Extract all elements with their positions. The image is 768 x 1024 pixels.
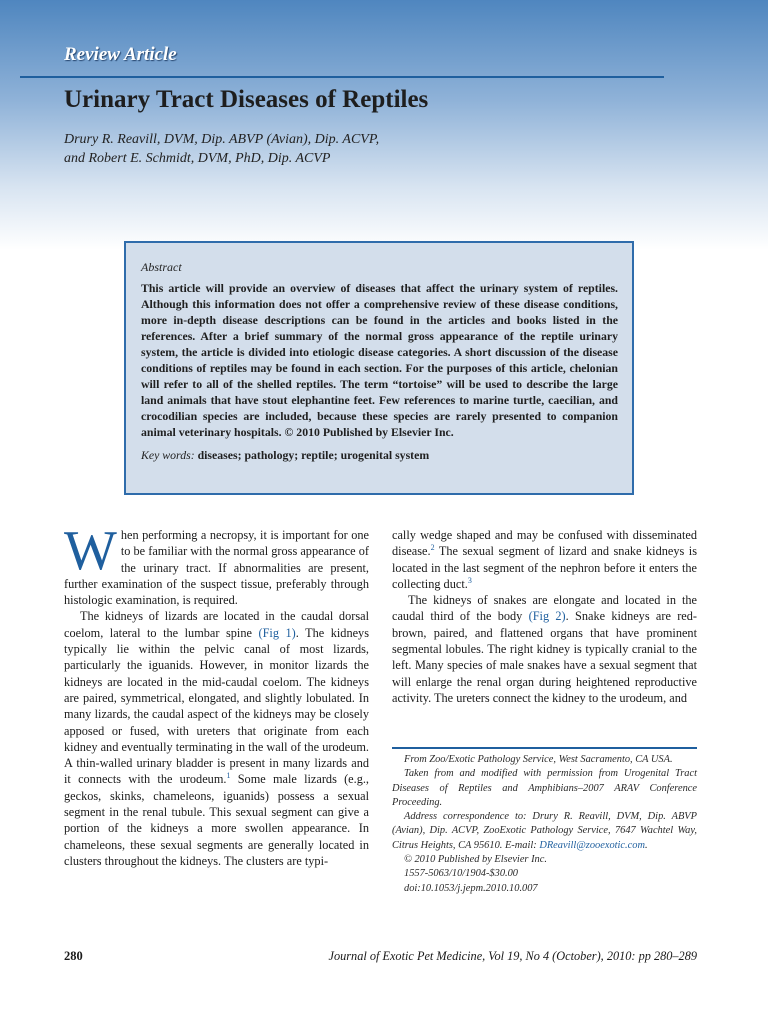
citation-link[interactable]: 1 <box>226 771 231 781</box>
drop-cap: W <box>64 520 117 582</box>
footnote-issn: 1557-5063/10/1904-$30.00 <box>404 868 519 880</box>
figure-link[interactable]: (Fig 1) <box>258 625 296 640</box>
citation-link[interactable]: 3 <box>467 575 472 585</box>
body-paragraph <box>64 520 369 608</box>
header-band <box>0 0 768 250</box>
body-paragraph <box>392 592 697 706</box>
keywords <box>141 448 618 463</box>
abstract-box <box>124 241 634 495</box>
footnote-source: Taken from and modified with permission from Urogenital Tract Diseases of Reptiles and Amphibians–2007 ARAV Conference Proceeding. <box>392 768 697 808</box>
paragraph-text: . Snake kidneys are red-brown, paired, and flattened organs that have prominent segmental lobules. The right kidney is typically cranial to the left. Many species of male snakes have a sexual segment that will enlarge the renal organ during heightened reproductive activity. The ureters connect the kidney to the urodeum, and <box>392 609 697 705</box>
page-number: 280 <box>64 949 83 963</box>
paragraph-text: The sexual segment of lizard and snake kidneys is located in the last segment of the nephron before it enters the collecting duct. <box>392 544 697 591</box>
journal-citation: Journal of Exotic Pet Medicine, Vol 19, No 4 (October), 2010: pp 280–289 <box>328 949 697 963</box>
footnotes <box>392 753 697 896</box>
abstract-heading: Abstract <box>141 260 182 274</box>
article-title: Urinary Tract Diseases of Reptiles <box>64 86 429 113</box>
body-paragraph <box>392 527 697 592</box>
authors-line-1: Drury R. Reavill, DVM, Dip. ABVP (Avian), Dip. ACVP, <box>64 132 380 147</box>
paragraph-text: cally wedge shaped and may be confused with disseminated disease. <box>392 528 697 559</box>
footnote-doi: doi:10.1053/j.jepm.2010.10.007 <box>404 882 538 894</box>
body-paragraph <box>64 608 369 869</box>
footnote-address-end: . <box>644 839 648 851</box>
keywords-label: Key words: <box>141 448 195 462</box>
footnote-address: Address correspondence to: Drury R. Reavill, DVM, Dip. ABVP (Avian), Dip. ACVP, ZooExotic Pathology Service, 7647 Wachtel Way, Citrus Heights, CA 95610. E-mail: <box>392 811 697 851</box>
header-rule <box>20 76 664 78</box>
footnote-affiliation: From Zoo/Exotic Pathology Service, West Sacramento, CA USA. <box>404 754 673 765</box>
paragraph-text: . The kidneys typically lie within the pelvic canal of most lizards, particularly the iguanids. However, in monitor lizards the kidneys are located in the mid-caudal coelom. The kidneys are paired, symmetrical, elongated, and slightly lobulated. In many lizards, the caudal aspect of the kidneys may be closely apposed or fused, with ureters that originate from each kidney and eventually terminating in the wall of the urodeum. A thin-walled urinary bladder is present in many lizards and it connects with the urodeum. <box>64 625 369 787</box>
paragraph-text: hen performing a necropsy, it is important for one to be familiar with the normal gross appearance of the urinary tract. If abnormalities are present, further examination of the suspect tissue, preferably through histologic examination, is required. <box>64 528 369 608</box>
figure-link[interactable]: (Fig 2) <box>528 609 566 624</box>
body-column-left <box>64 520 370 869</box>
abstract-text: This article will provide an overview of diseases that affect the urinary system of reptiles. Although this information does not offer a comprehensive review of these disease conditions, more in-depth disease descriptions can be found in the articles and books listed in the references. After a brief summary of the normal gross appearance of the reptile urinary system, the article is divided into etiologic disease categories. A short discussion of the disease conditions of reptiles may be found in each section. For the purposes of this article, chelonian will refer to all of the shelled reptiles. The term “tortoise” will be used to describe the large land animals that have stout elephantine feet. Few references to marine turtle, caecilian, and crocodilian species are included, because these species are rarely presented to companion animal veterinary hospitals. © 2010 Published by Elsevier Inc. <box>141 281 618 439</box>
paragraph-text: Some male lizards (e.g., geckos, skinks, chameleons, iguanids) possess a sexual segment in the renal tubule. This sexual segment can give a portion of the kidneys a more swollen appearance. In chameleons, these sexual segments are generally located in clusters throughout the kidneys. The clusters are typi- <box>64 772 370 868</box>
paragraph-text: The kidneys of lizards are located in the caudal dorsal coelom, lateral to the lumbar spine <box>64 609 369 640</box>
section-label: Review Article <box>64 44 177 65</box>
footnote-copyright: © 2010 Published by Elsevier Inc. <box>404 854 547 866</box>
keywords-values: diseases; pathology; reptile; urogenital system <box>197 448 430 462</box>
authors <box>64 130 524 168</box>
body-column-right <box>392 527 697 706</box>
footnote-rule <box>392 747 697 749</box>
citation-link[interactable]: 2 <box>430 543 435 553</box>
authors-line-2: and Robert E. Schmidt, DVM, PhD, Dip. ACVP <box>64 151 331 166</box>
paragraph-text: The kidneys of snakes are elongate and located in the caudal third of the body <box>392 593 697 624</box>
footnote-correspondence <box>392 810 697 853</box>
email-link[interactable]: DReavill@zooexotic.com <box>539 839 645 851</box>
